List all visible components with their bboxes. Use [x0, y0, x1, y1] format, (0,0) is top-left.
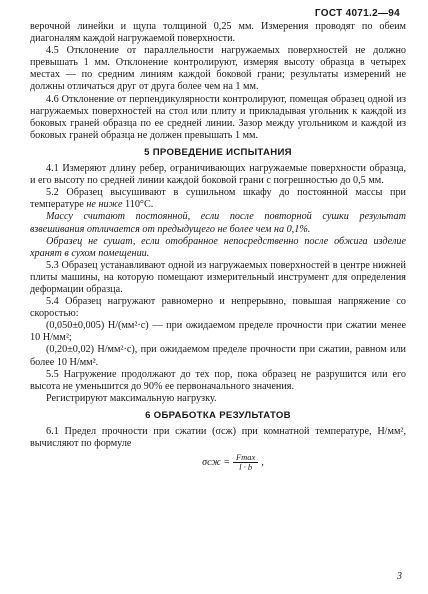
paragraph-5-2-italic: не ниже [86, 199, 123, 211]
paragraph-5-1: 4.1 Измеряют длину ребер, ограничивающих нагружаемые поверхности образца, и его высоту по средней линии каждой боковой грани с погрешностью до 0,5 мм. [30, 163, 406, 187]
loading-rate-low: (0,050±0,005) Н/(мм²·с) — при ожидаемом пределе прочности при сжатии менее 10 Н/мм²; [30, 320, 406, 344]
compressive-strength-formula [60, 453, 406, 472]
paragraph-5-2 [30, 187, 406, 211]
formula-lhs: σсж = [202, 456, 230, 468]
standard-header: ГОСТ 4071.2—94 [314, 8, 400, 19]
document-body [30, 21, 406, 472]
paragraph-continuation: верочной линейки и щупа толщиной 0,25 мм. Измерения проводят по обеим диагоналям каждой нагружаемой поверхности. [30, 21, 406, 45]
formula-denominator: l · b [239, 462, 253, 473]
paragraph-5-2-temp: 110°С. [125, 199, 154, 211]
paragraph-4-5: 4.5 Отклонение от параллельности нагружаемых поверхностей не должно превышать 1 мм. Отклонение контролируют, измеряя высоту образца в четырех местах — по средним линиям каждой боковой грани; результаты измерений не должны отличаться друг от друга более чем на 1 мм. [30, 45, 406, 93]
note-constant-mass: Массу считают постоянной, если после повторной сушки результат взвешивания отличается от предыдущего не более чем на 0,1%. [30, 211, 406, 235]
note-no-drying: Образец не сушат, если отобранное непосредственно после обжига изделие хранят в сухом помещении. [30, 235, 406, 259]
paragraph-5-5-register: Регистрируют максимальную нагрузку. [46, 392, 217, 404]
paragraph-4-6: 4.6 Отклонение от перпендикулярности контролируют, помещая образец одной из нагружаемых поверхностей на стол или плиту и прикладывая угольник к каждой из боковых граней образца по ее средней линии. Зазор между угольником и каждой из боковых граней образца не должен превышать 1 мм. [30, 93, 406, 141]
paragraph-5-3: 5.3 Образец устанавливают одной из нагружаемых поверхностей в центре нижней плиты машины, на которую помещают измерительный инструмент для определения деформации образца. [30, 259, 406, 295]
page-number: 3 [397, 571, 402, 582]
formula-fraction [233, 453, 258, 472]
paragraph-6-1: 6.1 Предел прочности при сжатии (σсж) при комнатной температуре, Н/мм², вычисляют по формуле [30, 426, 406, 450]
paragraph-5-2-text: 5.2 Образец высушивают в сушильном шкафу до постоянной массы при температуре [30, 187, 406, 211]
section-heading-5: 5 ПРОВЕДЕНИЕ ИСПЫТАНИЯ [144, 146, 292, 158]
paragraph-5-4: 5.4 Образец нагружают равномерно и непрерывно, повышая напряжение со скоростью: [30, 296, 406, 320]
section-heading-6: 6 ОБРАБОТКА РЕЗУЛЬТАТОВ [145, 409, 291, 421]
paragraph-5-5: 5.5 Нагружение продолжают до тех пор, пока образец не разрушится или его высота не уменьшится до 90% ее первоначального значения. [30, 368, 406, 392]
formula-tail: , [261, 456, 264, 468]
loading-rate-high: (0,20±0,02) Н/мм²·с), при ожидаемом пределе прочности при сжатии, равном или более 10 Н/мм². [30, 344, 406, 368]
formula-numerator: Fmax [233, 453, 258, 463]
